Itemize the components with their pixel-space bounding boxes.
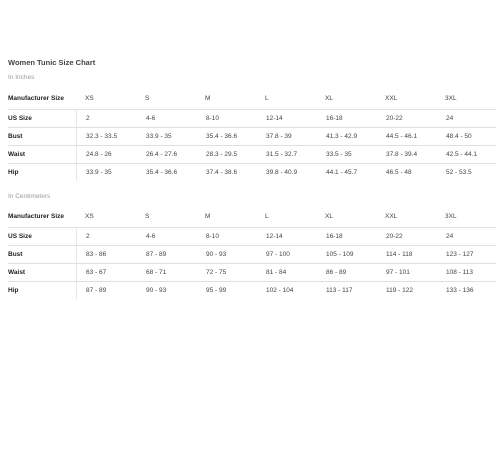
size-cell: S xyxy=(145,213,150,220)
table-cell: 20-22 xyxy=(386,115,403,122)
table-cell: 108 - 113 xyxy=(446,269,473,276)
size-cell: L xyxy=(265,213,269,220)
table-cell: 8-10 xyxy=(206,115,220,122)
table-row xyxy=(8,164,496,181)
table-cell: 31.5 - 32.7 xyxy=(266,151,298,158)
table-row xyxy=(8,146,496,164)
table-cell: 37.4 - 38.6 xyxy=(206,169,238,176)
table-cell: 87 - 89 xyxy=(146,251,167,258)
table-cell: 32.3 - 33.5 xyxy=(86,133,118,140)
table-header-row xyxy=(8,206,496,228)
table-cell: 24 xyxy=(446,115,454,122)
table-cell: 113 - 117 xyxy=(326,287,353,294)
size-cell: XS xyxy=(85,213,94,220)
table-cell: 37.8 - 39.4 xyxy=(386,151,418,158)
table-cell: 114 - 118 xyxy=(386,251,413,258)
row-label: US Size xyxy=(8,110,77,127)
table-row xyxy=(8,110,496,128)
table-cell: 63 - 67 xyxy=(86,269,107,276)
row-label: Manufacturer Size xyxy=(8,95,64,102)
centimeters-section-label: In Centimeters xyxy=(8,193,51,200)
table-row xyxy=(8,264,496,282)
table-row xyxy=(8,282,496,299)
table-cell: 16-18 xyxy=(326,233,343,240)
table-cell: 26.4 - 27.6 xyxy=(146,151,178,158)
table-cell: 4-6 xyxy=(146,115,156,122)
size-cell: XXL xyxy=(385,213,398,220)
table-cell: 81 - 84 xyxy=(266,269,287,276)
inches-section-label: In Inches xyxy=(8,74,35,81)
table-cell: 2 xyxy=(86,115,90,122)
row-label: Bust xyxy=(8,128,77,145)
table-cell: 90 - 93 xyxy=(146,287,167,294)
size-cell: XL xyxy=(325,95,333,102)
table-cell: 35.4 - 36.6 xyxy=(146,169,178,176)
table-cell: 2 xyxy=(86,233,90,240)
table-cell: 12-14 xyxy=(266,233,283,240)
table-cell: 102 - 104 xyxy=(266,287,294,294)
table-cell: 105 - 109 xyxy=(326,251,354,258)
table-cell: 39.8 - 40.9 xyxy=(266,169,298,176)
row-label: Hip xyxy=(8,164,77,181)
table-cell: 24.8 - 26 xyxy=(86,151,112,158)
table-cell: 68 - 71 xyxy=(146,269,167,276)
table-cell: 95 - 99 xyxy=(206,287,227,294)
table-cell: 33.5 - 35 xyxy=(326,151,352,158)
table-cell: 44.1 - 45.7 xyxy=(326,169,358,176)
size-cell: M xyxy=(205,213,211,220)
table-cell: 123 - 127 xyxy=(446,251,474,258)
table-cell: 133 - 136 xyxy=(446,287,474,294)
table-cell: 52 - 53.5 xyxy=(446,169,472,176)
table-cell: 33.9 - 35 xyxy=(146,133,172,140)
table-header-row xyxy=(8,88,496,110)
table-cell: 90 - 93 xyxy=(206,251,227,258)
table-cell: 44.5 - 46.1 xyxy=(386,133,418,140)
table-cell: 83 - 86 xyxy=(86,251,107,258)
table-cell: 28.3 - 29.5 xyxy=(206,151,238,158)
table-cell: 42.5 - 44.1 xyxy=(446,151,478,158)
table-cell: 24 xyxy=(446,233,454,240)
table-cell: 20-22 xyxy=(386,233,403,240)
table-cell: 87 - 89 xyxy=(86,287,107,294)
table-cell: 16-18 xyxy=(326,115,343,122)
table-cell: 97 - 100 xyxy=(266,251,290,258)
size-cell: XXL xyxy=(385,95,398,102)
inches-size-table xyxy=(8,88,496,181)
size-cell: XS xyxy=(85,95,94,102)
table-cell: 46.5 - 48 xyxy=(386,169,412,176)
size-cell: L xyxy=(265,95,269,102)
size-chart-title: Women Tunic Size Chart xyxy=(8,58,96,67)
table-cell: 72 - 75 xyxy=(206,269,227,276)
table-row xyxy=(8,228,496,246)
row-label: Manufacturer Size xyxy=(8,213,64,220)
table-cell: 12-14 xyxy=(266,115,283,122)
size-cell: 3XL xyxy=(445,95,457,102)
table-cell: 97 - 101 xyxy=(386,269,410,276)
row-label: Hip xyxy=(8,282,77,299)
table-cell: 119 - 122 xyxy=(386,287,413,294)
table-cell: 41.3 - 42.9 xyxy=(326,133,358,140)
size-cell: M xyxy=(205,95,211,102)
row-label: US Size xyxy=(8,228,77,245)
table-cell: 48.4 - 50 xyxy=(446,133,472,140)
table-cell: 35.4 - 36.6 xyxy=(206,133,238,140)
table-cell: 33.9 - 35 xyxy=(86,169,112,176)
size-cell: XL xyxy=(325,213,333,220)
centimeters-size-table xyxy=(8,206,496,299)
table-cell: 8-10 xyxy=(206,233,220,240)
table-cell: 86 - 89 xyxy=(326,269,347,276)
table-row xyxy=(8,128,496,146)
table-cell: 4-6 xyxy=(146,233,156,240)
size-cell: 3XL xyxy=(445,213,457,220)
row-label: Waist xyxy=(8,264,77,281)
row-label: Bust xyxy=(8,246,77,263)
row-label: Waist xyxy=(8,146,77,163)
table-row xyxy=(8,246,496,264)
size-cell: S xyxy=(145,95,150,102)
table-cell: 37.8 - 39 xyxy=(266,133,292,140)
